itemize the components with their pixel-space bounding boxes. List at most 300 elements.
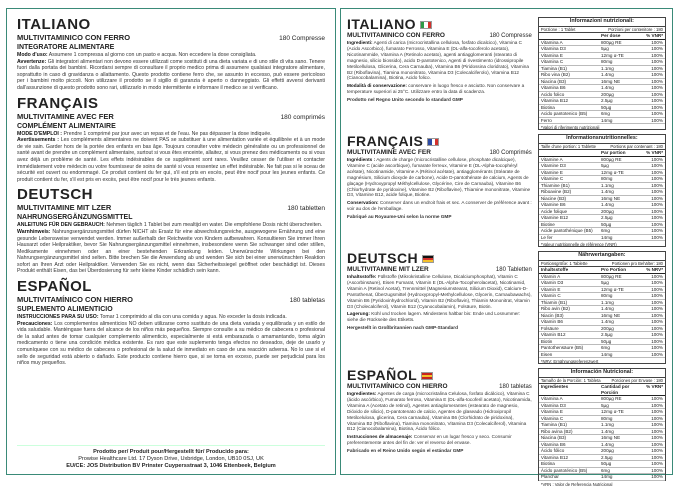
table-cell: 14mg: [601, 235, 641, 241]
table-cell: Acide pantothénique (B5): [541, 228, 601, 234]
warnings-text: [17, 59, 325, 92]
language-heading: FRANÇAIS: [17, 96, 325, 112]
language-heading: ESPAÑOL: [347, 368, 417, 383]
table-cell: 100%: [641, 339, 663, 345]
header-cell: Per dose: [601, 33, 641, 39]
warnings-body: Gli integratori alimentari non devono essere utilizzati come sostituti di una dieta variata e di uno stile di vita sano. Tenere fuori dalla portata dei bambini. Ricordarsi sempre di consultare il proprio medico prima di assumere qualsiasi integratore alimentare, soprattutto in caso di gravidanza o allattamento. Questo prodotto contiene ferro che, se assunto in eccesso, può essere pericoloso per i bambini molto piccoli. Non utilizzare il prodotto se il sigillo di garanzia è aperto o danneggiato. Gli effetti avversi derivanti dall'assunzione di questo prodotto sono rari, utilizzarlo in modo intermittente e informare il medico se si verificano.: [17, 59, 325, 91]
usage-label: INSTRUCCIONES PARA SU USO:: [17, 314, 99, 320]
storage-text: [347, 434, 532, 446]
table-cell: 2.5µg: [601, 332, 641, 338]
table-cell: Vitamina C: [541, 416, 601, 422]
ingredients-body: Agenti di carica (microcristallina cellulosa, fosfato dicalcico), Vitamina C (Acido Ascorbico), fumarato Ferrosso, Vitamina E (DL-alfa-tocoferolo acetato), Nicotinammide, Vitamina A (Retinolo acetato), agenti antiagglomeranti (stearato di magnesio, silicio biossido), acido D-pantotenico, Agenti di rivestimento (idrossipropile Metilcellulosa, Glicerina, Cera Carnauba), Vitamina B6 (Piridossina cloridrato), Vitamina B2 (Riboflavina), Tiamina mononitrato, Vitamina D3 (Colecalciferolo), Vitamina B12 (Cianocobalamina), Biotina, Acido folico.: [347, 40, 529, 80]
table-cell: Biotin: [541, 339, 601, 345]
product-category: COMPLÉMENT ALIMENTAIRE: [17, 122, 325, 131]
table-cell: 100%: [641, 196, 663, 202]
left-section-español: [17, 279, 325, 367]
table-cell: 100%: [641, 79, 663, 85]
origin-text: Prodotto nel Regno Unito secondo lo standard GMP: [347, 97, 532, 103]
table-cell: 100%: [641, 396, 663, 402]
tablet-count: 180 comprimés: [281, 113, 325, 122]
table-cell: Vitamina C: [541, 59, 601, 65]
header-cell: % NRV*: [641, 267, 663, 273]
table-cell: 50µg: [601, 461, 641, 467]
header-cell: Par portion: [601, 150, 641, 156]
table-cell: 6mg: [601, 345, 641, 351]
product-name: MULTIVITAMINE MIT LZER: [347, 266, 429, 274]
table-cell: Vitamina D3: [541, 46, 601, 52]
usage-text: [17, 222, 325, 229]
language-heading: ITALIANO: [17, 17, 325, 33]
product-name: MULTIVITAMÍNICO CON HIERRO: [17, 295, 133, 304]
table-cell: 1.1mg: [601, 183, 641, 189]
portion-size: Taille d'une portion: 1 Tablette: [541, 144, 596, 150]
table-cell: 100%: [641, 332, 663, 338]
table-cell: 100%: [641, 176, 663, 182]
usage-body: Nehmen täglich 1 Tablet bei zum mealtijd en water. Die empfohlene Dosis nicht überschreiten.: [106, 222, 322, 228]
warnings-text: [17, 321, 325, 367]
table-cell: Biotine: [541, 222, 601, 228]
table-cell: 80mg: [601, 416, 641, 422]
flag-icon: [421, 372, 433, 380]
table-cell: 100%: [641, 40, 663, 46]
table-cell: 200µg: [601, 209, 641, 215]
table-cell: Vitamina B12: [541, 98, 601, 104]
table-cell: 100%: [641, 202, 663, 208]
table-cell: 1.1mg: [601, 66, 641, 72]
table-cell: 100%: [641, 416, 663, 422]
warnings-label: Warnhinweis:: [17, 229, 51, 235]
table-cell: Ribo avina (B2): [541, 429, 601, 435]
storage-label: Instrucciones de almacenaje:: [347, 434, 412, 439]
table-cell: Vitamin B12: [541, 332, 601, 338]
storage-body: Conserver dans un endroit frais et sec. A conserver de préférence avant : voir au dos de l'emballage.: [347, 200, 532, 211]
product-row: [347, 149, 532, 157]
table-cell: 1.4mg: [601, 429, 641, 435]
table-cell: 100%: [641, 435, 663, 441]
table-cell: 100%: [641, 280, 663, 286]
ingredients-label: Inhaltsstoffe:: [347, 274, 376, 279]
ingredients-text: [347, 40, 532, 81]
nutrition-column: [538, 17, 666, 470]
language-heading: DEUTSCH: [347, 251, 418, 266]
nutrition-table: [538, 368, 666, 481]
table-cell: Ferro: [541, 118, 601, 124]
product-name: MULTIVITAMINE MIT LZER: [17, 203, 111, 212]
table-cell: Vitamina D3: [541, 403, 601, 409]
usage-body: Tomar 1 comprimido al día con una comida y agua. No exceder la dosis indicada.: [100, 314, 287, 320]
table-cell: Vitamina B12: [541, 455, 601, 461]
table-cell: 6mg: [601, 111, 641, 117]
table-cell: Vitamine A: [541, 157, 601, 163]
table-cell: Niacin (B3): [541, 313, 601, 319]
table-cell: 100%: [641, 319, 663, 325]
table-cell: 100%: [641, 313, 663, 319]
language-heading-row: [347, 368, 532, 383]
table-cell: 80mg: [601, 293, 641, 299]
portion-size: Tamaño de la Porción: 1 Tableta: [541, 378, 601, 384]
table-cell: Vitamina A: [541, 40, 601, 46]
table-cell: Planchar: [541, 474, 601, 480]
portions-per-container: Portionen pro Behälter: 180: [612, 261, 663, 267]
storage-text: [347, 311, 532, 323]
table-cell: Ribo vina (B2): [541, 72, 601, 78]
nutrition-title: Información Nutricional:: [539, 369, 665, 378]
table-cell: Vitamina E: [541, 409, 601, 415]
table-cell: 14mg: [601, 474, 641, 480]
label-left-panel: [6, 8, 336, 475]
usage-text: [17, 131, 325, 138]
product-name: MULTIVITAMÍNICO CON HIERRO: [347, 383, 448, 391]
product-row: [17, 295, 325, 305]
table-cell: Ácido pantoténico (B5): [541, 468, 601, 474]
table-cell: 2.5µg: [601, 455, 641, 461]
table-cell: 2.5µg: [601, 98, 641, 104]
table-cell: 100%: [641, 422, 663, 428]
table-cell: 6mg: [601, 468, 641, 474]
table-cell: 100%: [641, 442, 663, 448]
table-cell: 100%: [641, 306, 663, 312]
nutrition-table: [538, 251, 666, 364]
table-cell: 100%: [641, 235, 663, 241]
table-cell: 100%: [641, 72, 663, 78]
table-cell: Ácido fólico: [541, 448, 601, 454]
tablet-count: 180 Compresse: [489, 32, 531, 40]
right-section-español: [347, 368, 532, 481]
table-cell: Vitamina E: [541, 53, 601, 59]
table-cell: 80mg: [601, 59, 641, 65]
table-cell: Pantothensäure (B5): [541, 345, 601, 351]
usage-body: Assumere 1 compressa al giorno con un pasto e acqua. Non eccedere la dose consigliata.: [49, 52, 257, 58]
table-cell: Vitamina B6: [541, 442, 601, 448]
warnings-text: [17, 137, 325, 183]
header-cell: Pro Portion: [601, 267, 641, 273]
ingredients-column: [347, 17, 532, 470]
table-cell: 100%: [641, 287, 663, 293]
table-cell: 12mg α-TE: [601, 53, 641, 59]
table-cell: 1.4mg: [601, 202, 641, 208]
usage-label: MODE D'EMPLOI :: [17, 131, 62, 137]
ingredients-text: [347, 274, 532, 309]
table-cell: 2.5µg: [601, 215, 641, 221]
product-row: [17, 112, 325, 122]
table-cell: 100%: [641, 53, 663, 59]
table-cell: 5µg: [601, 46, 641, 52]
table-cell: 100%: [641, 183, 663, 189]
table-cell: 100%: [641, 222, 663, 228]
label-right-panel: [340, 8, 673, 475]
tablet-count: 180 tabletas: [499, 383, 532, 391]
table-cell: 5µg: [601, 163, 641, 169]
storage-body: Conservar en un lugar fresco y seco. Consumir preferentemente antes del fin de: ver el reverso del envase.: [347, 434, 512, 445]
table-cell: 50µg: [601, 105, 641, 111]
table-cell: Vitamin D3: [541, 280, 601, 286]
product-row: [347, 383, 532, 391]
portions-per-container: Porciones por Envase : 180: [612, 378, 663, 384]
table-cell: 12mg α-TE: [601, 170, 641, 176]
table-cell: 100%: [641, 111, 663, 117]
table-cell: Niacina (B3): [541, 435, 601, 441]
table-cell: Ribo avin (B2): [541, 306, 601, 312]
flag-icon: [420, 21, 432, 29]
product-name: MULTIVITAMINE AVEC FER: [347, 149, 431, 157]
table-cell: 800µg RE: [601, 157, 641, 163]
warnings-label: Avvertenze:: [17, 59, 46, 65]
table-cell: 100%: [641, 66, 663, 72]
table-cell: Thiamin (B1): [541, 300, 601, 306]
table-cell: 100%: [641, 105, 663, 111]
table-cell: 100%: [641, 409, 663, 415]
usage-label: ANLEITUNG FÜR DEN GEBRAUCH:: [17, 222, 105, 228]
left-section-français: [17, 96, 325, 184]
table-header: [539, 384, 665, 396]
ingredients-body: Füllstoffe (Mikrokristalline Cellulose, Dicalciumphosphat), Vitamin C (Ascorbinsäure), Eisen Fumarat, Vitamin E (DL-Alpha-Tocopherolacetat), Nicotinamid, Vitamin A (Retinol Acetat), Trennmittel (Magnesiumstearat, Silicium Dioxid), Calcium-D-Pantothenat, Überzugsmittel (Hydroxypropyl-Methylcellulose, Glycerin, Carnaubawachs), Vitamin B6 (Pyridoxinhydrochlorid), Vitamin B2 (Riboflavin), Thiamin Mononitrat, Vitamin D3 (Cholecalciferol), Vitamin B12 (Cyanocobalamin), Folsäure, Biotin.: [347, 274, 532, 309]
table-cell: 200µg: [601, 326, 641, 332]
table-cell: Acido pantotenico (B5): [541, 111, 601, 117]
table-cell: Vitamine E: [541, 170, 601, 176]
table-cell: 100%: [641, 92, 663, 98]
language-heading: ITALIANO: [347, 17, 416, 32]
usage-text: [17, 52, 325, 59]
table-cell: 100%: [641, 345, 663, 351]
left-section-deutsch: [17, 187, 325, 275]
table-cell: 100%: [641, 461, 663, 467]
right-section-français: [347, 134, 532, 247]
table-cell: 800µg RE: [601, 396, 641, 402]
table-cell: 5µg: [601, 280, 641, 286]
header-cell: [541, 33, 601, 39]
table-cell: 100%: [641, 98, 663, 104]
flag-icon: [427, 138, 439, 146]
usage-text: [17, 314, 325, 321]
table-footnote: *Valeur nutritionnelle de référence (VNR): [539, 241, 665, 249]
table-cell: 100%: [641, 448, 663, 454]
product-category: NAHRUNGSERGÄNZUNGSMITTEL: [17, 213, 325, 222]
table-cell: 100%: [641, 209, 663, 215]
ingredients-label: Ingredienti:: [347, 40, 373, 45]
table-cell: 100%: [641, 59, 663, 65]
tablet-count: 180 Comprimés: [489, 149, 531, 157]
table-cell: 100%: [641, 352, 663, 358]
table-cell: 100%: [641, 118, 663, 124]
portions-per-container: Porzioni per contenitore : 180: [608, 27, 663, 33]
table-cell: 16mg NE: [601, 196, 641, 202]
warnings-body: Les compléments alimentaires ne doivent PAS se substituer à une alimentation variée et équilibrée et à un mode de vie sain. Garder hors de la portée des enfants en bas âge. Toujours consulter votre médecin généraliste ou un professionnel de santé avant de prendre un complément alimentaire, surtout si vous êtes enceinte, allaitez, si vous prenez des médicaments ou si vous avez déjà un problème de santé. Les effets indésirables de ce supplément sont rares. Veuillez cesser de l'utiliser et contacter immédiatement votre médecin ou votre fournisseur de soins de santé si vous ressentez un effet indésirable. Ne fait pas si le sceau de sécurité est ouvert ou endommagé. Ce produit contient du fer qui, s'il est pris en excès, peut être nocif pour les jeunes enfants. Ce produit contient du fer, s'il est pris en excès, peut être nocif pour le très jeunes enfants.: [17, 137, 325, 183]
footer-manufacturer-address: Prowise Healthcare Ltd. 17 Dyson Drive, Uxbridge, London, UB10 0SJ, UK: [17, 456, 325, 463]
table-cell: 6mg: [601, 228, 641, 234]
table-cell: 50µg: [601, 339, 641, 345]
header-cell: Cantidad por Porción: [601, 384, 641, 395]
table-cell: Vitamin E: [541, 287, 601, 293]
table-cell: 1.4mg: [601, 319, 641, 325]
header-cell: % VRN*: [641, 384, 663, 395]
warnings-text: [17, 229, 325, 275]
storage-body: Kühl und trocken lagern. Mindestens haltbar bis: Ende und Losnummer: siehe die Rückseite des Etiketts.: [347, 311, 520, 322]
table-cell: 100%: [641, 326, 663, 332]
table-cell: Vitamine C: [541, 176, 601, 182]
table-cell: 1.4mg: [601, 85, 641, 91]
table-cell: Folsäure: [541, 326, 601, 332]
table-cell: 12mg α-TE: [601, 409, 641, 415]
table-cell: 100%: [641, 403, 663, 409]
table-cell: 100%: [641, 46, 663, 52]
table-cell: 16mg NE: [601, 79, 641, 85]
language-heading-row: [347, 134, 532, 149]
warnings-body: Nahrungsergänzungsmittel dürfen NICHT als Ersatz für eine abwechslungsreiche, ausgewogene Ernährung und eine gesunde Lebensweise verwendet werden. Immer außerhalb der Reichweite von Kindern aufbewahren. Konsultieren Sie immer Ihren Hausarzt oder Heilpraktiker, bevor Sie Nahrungsergänzungsmittel einnehmen, insbesondere wenn Sie schwanger sind oder stillen, Medikamente einnehmen oder an einer bestehenden Erkrankung leiden. Unerwünschte Wirkungen bei den Nahrungsergänzungsmittel sind selten. Bitte brechen Sie die Anwendung ab und wenden Sie sich bei einer unerwünschten Reaktion sofort an Ihren Arzt oder Heilpraktiker. Verwenden Sie es nicht, wenn das Sicherheitssiegel geöffnet oder beschädigt ist. Dieses Produkt enthält Eisen, das bei Überdosierung für sehr kleine Kinder schädlich sein kann.: [17, 229, 325, 275]
portion-size: Porzione : 1 Tablet: [541, 27, 576, 33]
table-cell: 100%: [641, 228, 663, 234]
table-cell: 100%: [641, 293, 663, 299]
tablet-count: 180 Compresse: [279, 34, 325, 43]
left-section-italiano: [17, 17, 325, 92]
header-cell: [541, 150, 601, 156]
table-cell: 14mg: [601, 118, 641, 124]
table-cell: Le fer: [541, 235, 601, 241]
storage-body: conservare in luogo fresco e asciutto. Non conservare a temperature superiori ai 25°C. Utilizzare entro la data di scadenza.: [347, 83, 524, 94]
table-cell: 200µg: [601, 92, 641, 98]
right-section-deutsch: [347, 251, 532, 364]
ingredients-label: Ingrédients :: [347, 157, 375, 162]
header-cell: % VNR*: [641, 33, 663, 39]
product-row: [347, 32, 532, 40]
nutrition-title: Nährwertangaben:: [539, 252, 665, 261]
portions-per-container: Portions par contenant : 180: [610, 144, 663, 150]
table-cell: Vitamine B6: [541, 202, 601, 208]
table-cell: Vitamin B6: [541, 319, 601, 325]
table-cell: Thiamine (B1): [541, 183, 601, 189]
table-cell: Niacina (B3): [541, 79, 601, 85]
table-cell: 1.1mg: [601, 422, 641, 428]
table-cell: 1.4mg: [601, 306, 641, 312]
table-cell: 100%: [641, 163, 663, 169]
table-footnote: *VRN : Valor de Referencia Nutricional: [539, 481, 665, 488]
table-cell: Niacine (B3): [541, 196, 601, 202]
header-cell: Inhaltsstoffe: [541, 267, 601, 273]
table-cell: Vitamin A: [541, 274, 601, 280]
flag-icon: [422, 255, 434, 263]
table-cell: 1.4mg: [601, 189, 641, 195]
nutrition-table: [538, 17, 666, 130]
table-footnote: *NRV: Ernährungsreferenzwert: [539, 358, 665, 366]
product-category: SUPLEMENTO ALIMENTICIO: [17, 305, 325, 314]
warnings-label: Avertissements :: [17, 137, 59, 143]
table-cell: 100%: [641, 468, 663, 474]
table-cell: 100%: [641, 274, 663, 280]
table-cell: Acido folico: [541, 92, 601, 98]
table-cell: 100%: [641, 85, 663, 91]
table-cell: 5µg: [601, 403, 641, 409]
language-heading: DEUTSCH: [17, 187, 325, 203]
product-row: [17, 203, 325, 213]
table-cell: 14mg: [601, 352, 641, 358]
storage-text: [347, 83, 532, 95]
table-cell: 100%: [641, 300, 663, 306]
language-heading: ESPAÑOL: [17, 279, 325, 295]
language-heading-row: [347, 17, 532, 32]
table-cell: Biotina: [541, 461, 601, 467]
table-cell: 16mg NE: [601, 313, 641, 319]
origin-text: Fabriqué au Royaume-Uni selon la norme GMP: [347, 214, 532, 220]
table-cell: 100%: [641, 157, 663, 163]
right-section-italiano: [347, 17, 532, 130]
footer-eu-distributor: EU/CE: JOS Distribution BV Prinster Cuypersstraat 3, 1046 Ettenbeek, Belgium: [17, 463, 325, 470]
table-cell: 100%: [641, 170, 663, 176]
nutrition-table: [538, 134, 666, 247]
table-cell: Vitamina A: [541, 396, 601, 402]
ingredients-body: Agents de charge (microcristalline cellulose, phosphate dicalcique), Vitamine C (acide ascorbique), fumarate ferreux, Vitamine E (DL-Alpha-tocophéryl acétate), Nicotinamide, Vitamine A (Rétinol acétate), antiagglomérants (Stéarate de magnésium, Silicium dioxyde de carbone), Acide D-pantothénate de calcium, Agents de glaçage (Hydroxypropyl Méthylcellulose, Glycérine, Cire de Carnauba), Vitamine B6 (Chlorhydrate de pyridoxine), Vitamine B2 (Riboflavine), Thiamine mononitrate, Vitamine D3, Vitamine B12, acide folique, Biotine.: [347, 157, 530, 197]
table-cell: 800µg RE: [601, 274, 641, 280]
product-name: MULTIVITAMINE AVEC FER: [17, 112, 114, 121]
tablet-count: 180 Tabletten: [496, 266, 532, 274]
manufacturer-footer: [17, 445, 325, 470]
table-cell: Vitamine B12: [541, 215, 601, 221]
table-cell: 100%: [641, 215, 663, 221]
product-name: MULTIVITAMINICO CON FERRO: [347, 32, 445, 40]
header-cell: Ingredientes: [541, 384, 601, 395]
product-row: [17, 33, 325, 43]
table-cell: Biotina: [541, 105, 601, 111]
language-heading: FRANÇAIS: [347, 134, 423, 149]
product-name: MULTIVITAMINICO CON FERRO: [17, 33, 130, 42]
table-cell: Eisen: [541, 352, 601, 358]
ingredients-body: Agentes de carga (microcristalina Celulosa, fosfato dicálcico), Vitamina C (ácido ascórbico), Fumarato ferroso, Vitamina E (DL-alfa-tocoferil acetato), Nicotinamida, Vitamina A (Acetato de retinol), Agentes antiaglomerantes (estearato de magnesio, Dióxido de silicio), D-pantotenato de calcio, Agentes de glaseado (Hidroxipropil Metilcelulosa, glicerina, Cera carnauba), Vitamina B6 (Clorhidrato de piridoxina), Vitamina B2 (Riboflavina), Tiamina mononitrato, Vitamina D3 (Colecalciferol), Vitamina B12 (Cianocobalamina), Biotina, Ácido fólico.: [347, 391, 532, 431]
footer-produced-for: Prodotto per/ Produit pour/Hergestellt für/ Producido para:: [17, 449, 325, 456]
nutrition-title: Informazioni nutrizionali:: [539, 18, 665, 27]
table-cell: 1.4mg: [601, 442, 641, 448]
header-cell: % VNR*: [641, 150, 663, 156]
table-cell: 200µg: [601, 448, 641, 454]
warnings-body: Los complementos alimenticios NO deben utilizarse como sustituto de una dieta variada y equilibrada y un estilo de vida saludable. Manténgase fuera del alcance de los niños más pequeños. Siempre consulte a su médico de cabecera o profesional de la salud antes de tomar cualquier complemento alimenticio, especialmente si está embarazada o amamantando, toma algún medicamento o tiene una condición médica existente. Es raro que este suplemento tenga efectos no deseados, deje de usarlo y comuníquese con su médico de cabecera o profesional de la salud de inmediato en caso de una reacción adversa. No lo use si el sello de seguridad está abierto o dañado. Este producto contiene hierro que, si se toma en exceso, puede ser perjudicial para los niños muy pequeños.: [17, 321, 325, 367]
table-cell: 100%: [641, 429, 663, 435]
usage-body: Prendre 1 comprimé par jour avec un repas et de l'eau. Ne pas dépasser la dose indiquée.: [64, 131, 272, 137]
origin-text: Fabricado en el Reino Unido según el estándar GMP: [347, 448, 532, 454]
table-cell: 80mg: [601, 176, 641, 182]
origin-text: Hergestellt in Großbritannien nach GMP-Standard: [347, 325, 532, 331]
storage-text: [347, 200, 532, 212]
tablet-count: 180 tabletten: [287, 204, 325, 213]
table-cell: 100%: [641, 474, 663, 480]
table-cell: Vitamina B6: [541, 85, 601, 91]
ingredients-text: [347, 157, 532, 198]
language-heading-row: [347, 251, 532, 266]
table-cell: Vitamine D3: [541, 163, 601, 169]
product-row: [347, 266, 532, 274]
table-cell: 12mg α-TE: [601, 287, 641, 293]
table-cell: 50µg: [601, 222, 641, 228]
nutrition-title: Informationsnutritionnelles:: [539, 135, 665, 144]
storage-label: Modalità di conservazione:: [347, 83, 407, 88]
table-cell: Acide folique: [541, 209, 601, 215]
ingredients-label: Ingredientes:: [347, 391, 376, 396]
ingredients-text: [347, 391, 532, 432]
storage-label: Lagerung:: [347, 311, 370, 316]
usage-label: Modo d'uso:: [17, 52, 48, 58]
table-cell: 1.4mg: [601, 72, 641, 78]
table-cell: 100%: [641, 455, 663, 461]
table-cell: 1.1mg: [601, 300, 641, 306]
portion-size: Portionsgröße: 1 Tablette: [541, 261, 588, 267]
table-cell: Riboavine (B2): [541, 189, 601, 195]
tablet-count: 180 tabletas: [290, 296, 325, 305]
table-cell: Tiamina (B1): [541, 66, 601, 72]
warnings-label: Precauciones:: [17, 321, 52, 327]
table-cell: 800µg RE: [601, 40, 641, 46]
table-cell: 16mg NE: [601, 435, 641, 441]
table-cell: Tiamina (B1): [541, 422, 601, 428]
table-footnote: *Valori di riferimento nutrizionali: [539, 124, 665, 132]
storage-label: Conservation:: [347, 200, 379, 205]
table-cell: Vitamin C: [541, 293, 601, 299]
table-cell: 100%: [641, 189, 663, 195]
